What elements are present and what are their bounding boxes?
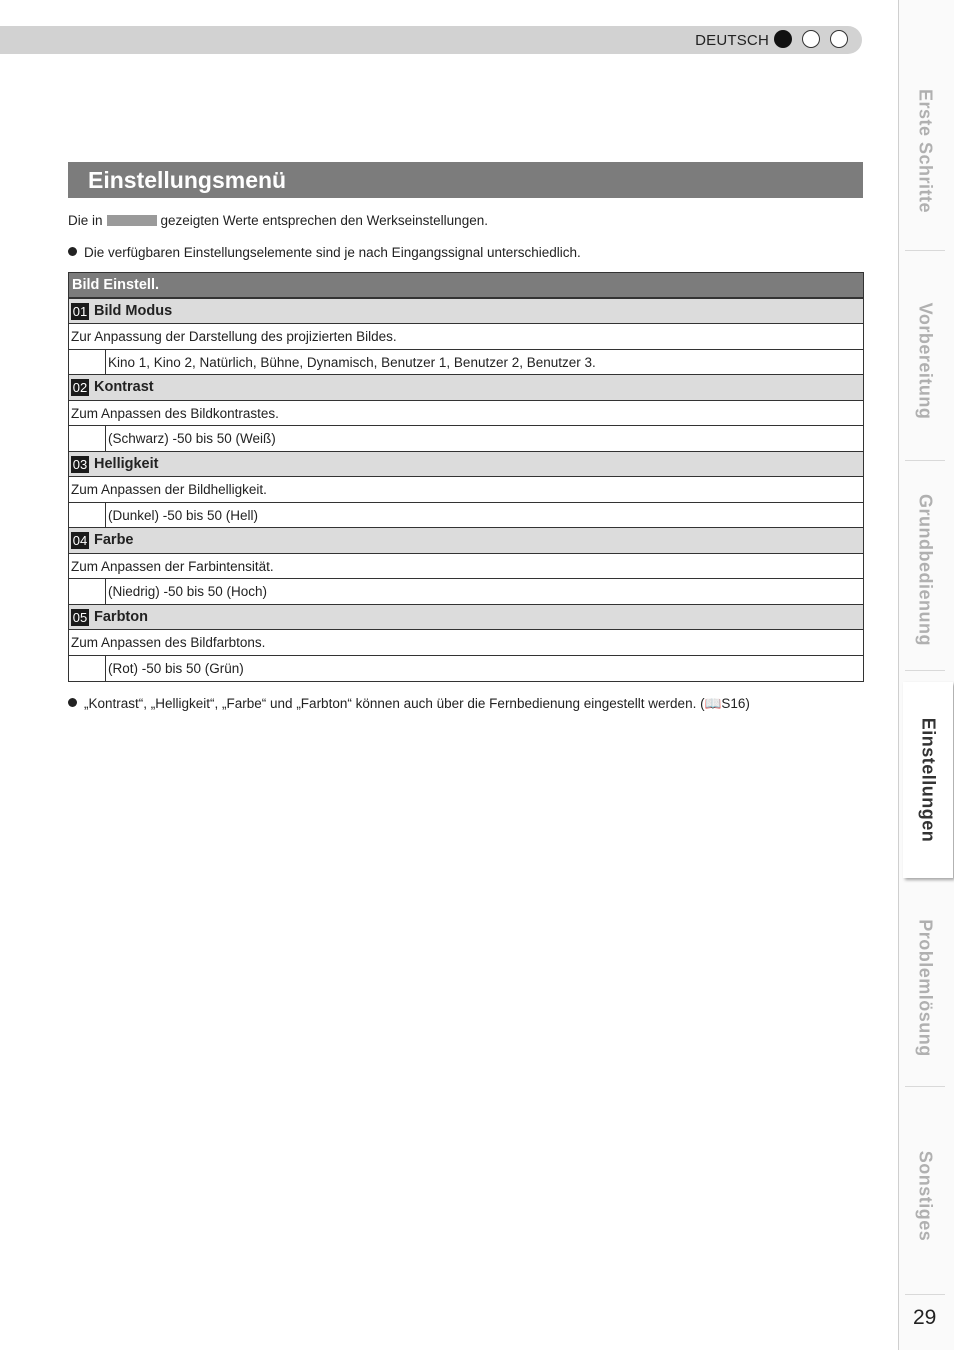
values-indent-cell bbox=[69, 503, 106, 528]
table-header-label: Bild Einstell. bbox=[72, 277, 160, 293]
intro-after: gezeigten Werte entsprechen den Werkseinstellungen. bbox=[160, 213, 488, 228]
section-title-bar bbox=[68, 162, 863, 198]
table-desc-row bbox=[69, 554, 863, 580]
chapter-tabs bbox=[898, 0, 954, 1350]
item-values: Kino 1, Kino 2, Natürlich, Bühne, Dynamisch, Benutzer 1, Benutzer 2, Benutzer 3. bbox=[108, 354, 596, 370]
item-description: Zur Anpassung der Darstellung des projizierten Bildes. bbox=[71, 329, 397, 344]
default-value-swatch bbox=[107, 215, 157, 226]
table-desc-row bbox=[69, 477, 863, 503]
table-values-row bbox=[69, 503, 863, 529]
table-values-row bbox=[69, 579, 863, 605]
note-bottom-text: „Kontrast“, „Helligkeit“, „Farbe“ und „Farbton“ können auch über die Fernbedienung eingestellt werden. (📖S16) bbox=[84, 696, 750, 711]
values-indent-cell bbox=[69, 350, 106, 375]
table-desc-row bbox=[69, 630, 863, 656]
item-label: Farbe bbox=[94, 532, 134, 548]
note-top-text: Die verfügbaren Einstellungselemente sind je nach Eingangssignal unterschiedlich. bbox=[84, 245, 581, 260]
item-number: 04 bbox=[72, 533, 88, 548]
item-label: Helligkeit bbox=[94, 455, 159, 472]
tab-einstellungen[interactable] bbox=[903, 682, 953, 878]
table-desc-row bbox=[69, 401, 863, 427]
table-item-row bbox=[69, 605, 863, 631]
item-label: Bild Modus bbox=[94, 302, 173, 319]
item-description: Zum Anpassen der Bildhelligkeit. bbox=[71, 482, 267, 497]
table-header bbox=[69, 273, 863, 299]
page-number: 29 bbox=[913, 1306, 937, 1329]
language-bar bbox=[0, 26, 862, 54]
table-item-row bbox=[69, 375, 863, 401]
tab-label: Einstellungen bbox=[918, 717, 939, 843]
language-indicator-empty-icon bbox=[830, 30, 848, 48]
table-item-row bbox=[69, 452, 863, 478]
table-item-row bbox=[69, 299, 863, 325]
item-description: Zum Anpassen der Farbintensität. bbox=[71, 558, 274, 574]
tab-label: Grundbedienung bbox=[915, 494, 936, 646]
tab-erste-schritte[interactable] bbox=[905, 52, 945, 251]
table-values-row bbox=[69, 350, 863, 376]
item-values: (Niedrig) -50 bis 50 (Hoch) bbox=[108, 584, 268, 599]
item-description: Zum Anpassen des Bildfarbtons. bbox=[71, 635, 266, 650]
note-bottom bbox=[68, 696, 750, 712]
item-values: (Schwarz) -50 bis 50 (Weiß) bbox=[108, 431, 276, 446]
item-label: Kontrast bbox=[94, 379, 154, 395]
bullet-icon bbox=[68, 698, 77, 707]
language-indicator-empty-icon bbox=[802, 30, 820, 48]
table-item-row bbox=[69, 528, 863, 554]
tab-label: Erste Schritte bbox=[915, 88, 936, 214]
note-top bbox=[68, 245, 581, 260]
intro-before: Die in bbox=[68, 213, 103, 228]
item-values: (Dunkel) -50 bis 50 (Hell) bbox=[108, 507, 259, 523]
values-indent-cell bbox=[69, 426, 106, 451]
tab-sonstiges[interactable] bbox=[905, 1098, 945, 1295]
item-number: 01 bbox=[72, 303, 88, 319]
tab-problemloesung[interactable] bbox=[905, 890, 945, 1087]
settings-table bbox=[68, 272, 864, 682]
table-values-row bbox=[69, 656, 863, 682]
item-number: 03 bbox=[72, 456, 88, 472]
table-values-row bbox=[69, 426, 863, 452]
intro-text bbox=[68, 213, 488, 228]
tab-label: Problemlösung bbox=[915, 919, 936, 1057]
values-indent-cell bbox=[69, 656, 106, 682]
tab-grundbedienung[interactable] bbox=[905, 470, 945, 671]
bullet-icon bbox=[68, 247, 77, 256]
tab-vorbereitung[interactable] bbox=[905, 262, 945, 461]
tab-label: Sonstiges bbox=[915, 1150, 936, 1242]
item-description: Zum Anpassen des Bildkontrastes. bbox=[71, 405, 279, 421]
language-indicator-filled-icon bbox=[774, 30, 792, 48]
item-values: (Rot) -50 bis 50 (Grün) bbox=[108, 660, 244, 676]
table-desc-row bbox=[69, 324, 863, 350]
values-indent-cell bbox=[69, 579, 106, 604]
page-title: Einstellungsmenü bbox=[88, 167, 287, 193]
language-label: DEUTSCH bbox=[695, 32, 769, 49]
item-number: 05 bbox=[72, 609, 88, 625]
tab-label: Vorbereitung bbox=[915, 302, 936, 420]
item-label: Farbton bbox=[94, 608, 148, 625]
item-number: 02 bbox=[72, 380, 88, 395]
